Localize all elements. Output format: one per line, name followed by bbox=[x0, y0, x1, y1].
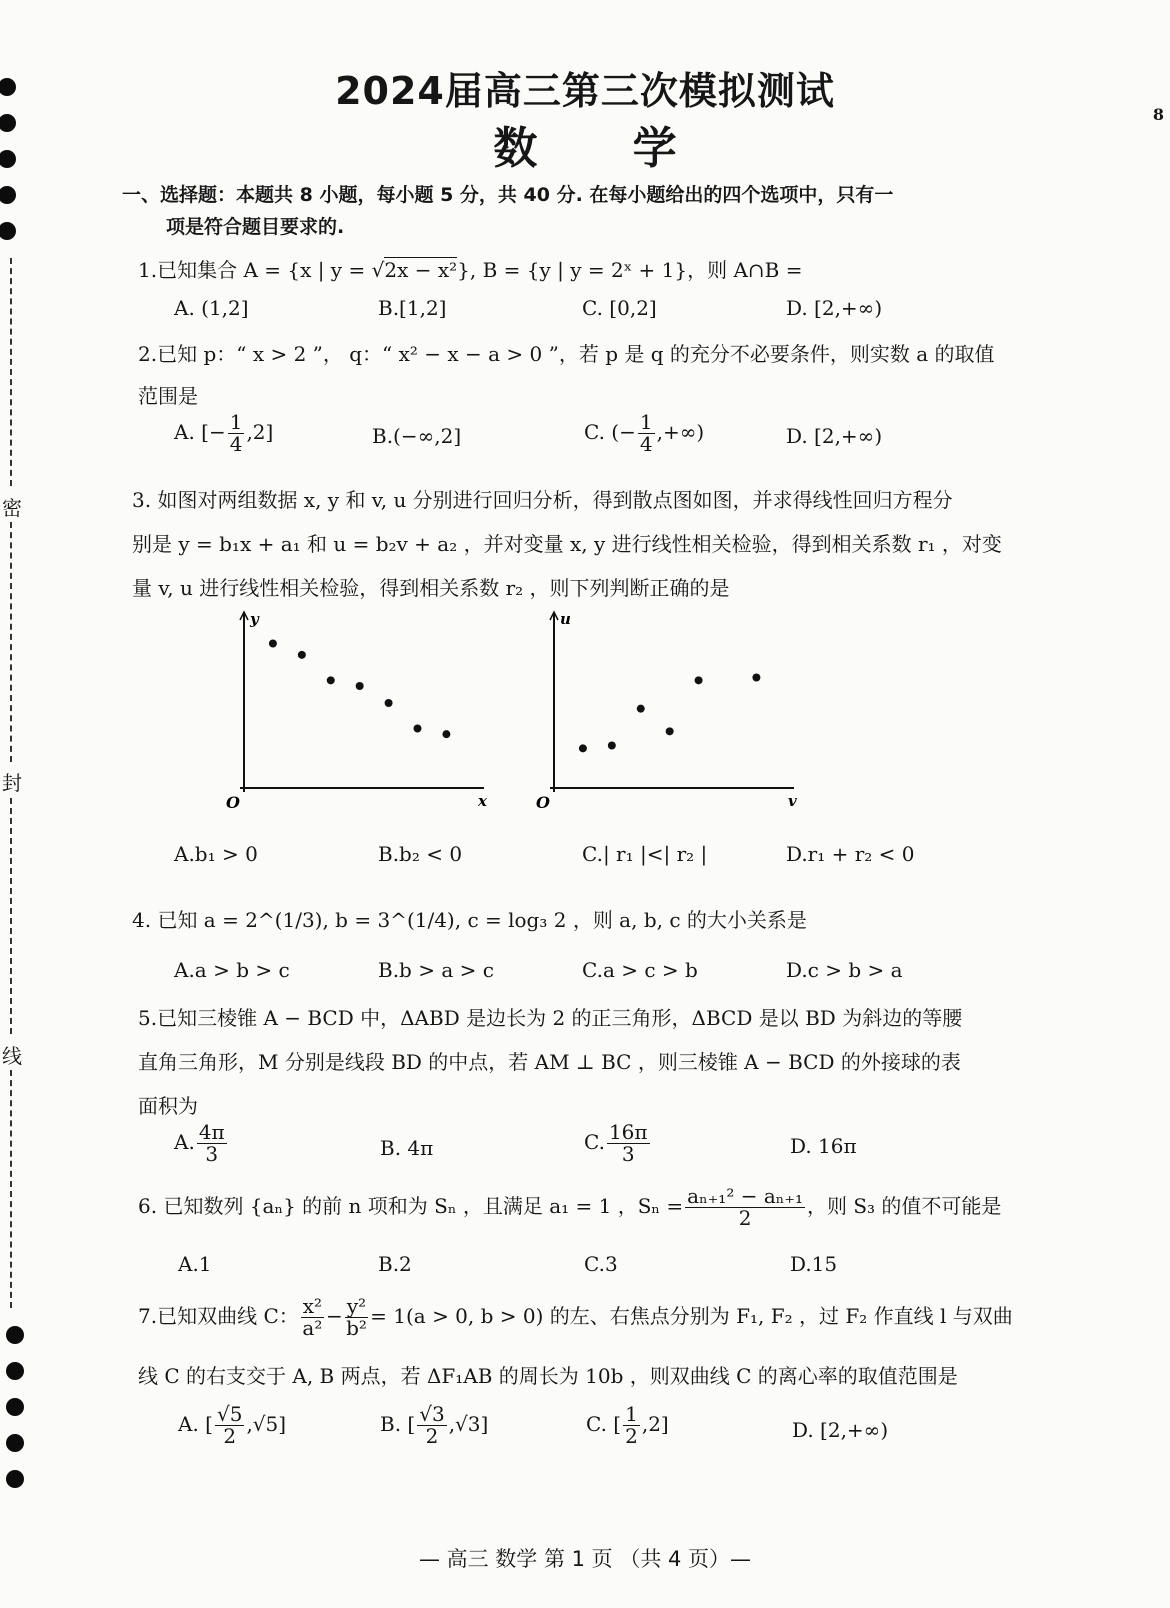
option-c: C.a > c > b bbox=[582, 958, 698, 982]
q7-stem-part: 7.已知双曲线 C： bbox=[138, 1304, 299, 1328]
option-d: D. [2,+∞) bbox=[786, 424, 883, 448]
frac-num: 1 bbox=[639, 410, 653, 434]
frac-den: 3 bbox=[205, 1142, 219, 1166]
data-point bbox=[579, 744, 587, 752]
option-c: C. [0,2] bbox=[582, 296, 657, 320]
binding-mark-feng: 封 bbox=[2, 771, 22, 795]
question-6-stem bbox=[138, 1186, 1128, 1229]
q1-radicand: 2x − x² bbox=[384, 258, 458, 282]
question-2-stem: 2.已知 p：“ x > 2 ”， q：“ x² − x − a > 0 ”，若 p 是 q 的充分不必要条件，则实数 a 的取值 bbox=[138, 342, 995, 366]
option-d: D. [2,+∞) bbox=[786, 296, 883, 320]
question-5-stem: 5.已知三棱锥 A − BCD 中，ΔABD 是边长为 2 的正三角形，ΔBCD 是以 BD 为斜边的等腰 bbox=[138, 1006, 963, 1030]
option-d: D. [2,+∞) bbox=[792, 1418, 889, 1442]
option-a bbox=[178, 1404, 286, 1447]
option-b: B.2 bbox=[378, 1252, 412, 1276]
binding-hole bbox=[6, 1362, 24, 1380]
frac-num: 16π bbox=[608, 1120, 648, 1144]
frac-num: √3 bbox=[419, 1402, 445, 1426]
binding-hole bbox=[6, 1398, 24, 1416]
option-a: A.1 bbox=[178, 1252, 212, 1276]
option-b bbox=[380, 1404, 488, 1447]
scatter-plot-xy bbox=[220, 610, 510, 830]
opt-text: ,+∞) bbox=[656, 420, 705, 444]
frac-den: 2 bbox=[738, 1206, 752, 1230]
question-2-stem-cont: 范围是 bbox=[138, 384, 198, 408]
data-point bbox=[385, 699, 393, 707]
option-c bbox=[584, 1122, 652, 1165]
q7-stem-part: = 1(a > 0, b > 0) 的左、右焦点分别为 F₁, F₂ ，过 F₂ 作直线 l 与双曲 bbox=[370, 1304, 1013, 1328]
q1-stem-part: 1.已知集合 A = {x | y = bbox=[138, 258, 372, 282]
frac-den: b² bbox=[346, 1316, 367, 1340]
data-point bbox=[356, 682, 364, 690]
question-3-stem-cont: 别是 y = b₁x + a₁ 和 u = b₂v + a₂ ，并对变量 x, y 进行线性相关检验，得到相关系数 r₁ ，对变 bbox=[132, 532, 1002, 556]
chart-xy-marks bbox=[226, 610, 488, 812]
frac-den: 2 bbox=[425, 1424, 439, 1448]
chart-vu-marks bbox=[536, 610, 797, 812]
opt-text: C. bbox=[584, 1130, 605, 1154]
cut-line bbox=[10, 258, 12, 486]
option-a: A.b₁ > 0 bbox=[174, 842, 258, 866]
opt-text: ,√5] bbox=[246, 1412, 287, 1436]
data-point bbox=[666, 727, 674, 735]
data-point bbox=[413, 725, 421, 733]
data-point bbox=[695, 676, 703, 684]
question-1-stem bbox=[138, 254, 1128, 283]
option-a: A.a > b > c bbox=[174, 958, 290, 982]
cut-line bbox=[10, 798, 12, 1034]
data-point bbox=[752, 674, 760, 682]
binding-mark-xian: 线 bbox=[2, 1044, 22, 1068]
frac-num: 1 bbox=[229, 410, 243, 434]
q1-stem-part: }, B = {y | y = 2ˣ + 1}，则 A∩B = bbox=[457, 258, 803, 282]
option-b: B.b > a > c bbox=[378, 958, 494, 982]
y-axis-label: u bbox=[560, 610, 571, 628]
frac-den: a² bbox=[302, 1316, 323, 1340]
scatter-plot-vu bbox=[530, 610, 820, 830]
binding-mark-mi: 密 bbox=[2, 496, 22, 520]
option-b: B. 4π bbox=[380, 1136, 434, 1160]
frac-den: 4 bbox=[229, 432, 243, 456]
origin-label: O bbox=[226, 793, 240, 812]
question-5-stem-cont: 面积为 bbox=[138, 1094, 198, 1118]
opt-text: A. bbox=[174, 1130, 195, 1154]
option-c bbox=[586, 1404, 669, 1447]
opt-text: A. [ bbox=[178, 1412, 213, 1436]
exam-title: 2024届高三第三次模拟测试 bbox=[335, 69, 835, 113]
data-point bbox=[327, 676, 335, 684]
opt-text: ,2] bbox=[641, 1412, 669, 1436]
frac-den: 2 bbox=[223, 1424, 237, 1448]
cut-line bbox=[10, 1070, 12, 1308]
binding-hole bbox=[6, 1470, 24, 1488]
option-a: A. (1,2] bbox=[174, 296, 249, 320]
data-point bbox=[298, 651, 306, 659]
frac-den: 3 bbox=[621, 1142, 635, 1166]
q6-stem-part: ，则 S₃ 的值不可能是 bbox=[806, 1194, 1002, 1218]
opt-text: ,√3] bbox=[448, 1412, 489, 1436]
y-axis-label: y bbox=[250, 610, 259, 628]
opt-text: A. [− bbox=[174, 420, 226, 444]
option-a bbox=[174, 1122, 229, 1165]
cut-line bbox=[10, 522, 12, 762]
opt-text: C. (− bbox=[584, 420, 636, 444]
question-3-stem-cont: 量 v, u 进行线性相关检验，得到相关系数 r₂ ，则下列判断正确的是 bbox=[132, 576, 730, 600]
page-mark: 8 bbox=[1152, 105, 1164, 124]
frac-den: 4 bbox=[639, 432, 653, 456]
option-b: B.[1,2] bbox=[378, 296, 447, 320]
page-footer: — 高三 数学 第 1 页 （共 4 页）— bbox=[418, 1547, 752, 1571]
binding-hole bbox=[6, 1434, 24, 1452]
option-d: D.15 bbox=[790, 1252, 838, 1276]
binding-hole bbox=[0, 186, 16, 204]
frac-num: 1 bbox=[625, 1402, 638, 1426]
frac-num: aₙ₊₁² − aₙ₊₁ bbox=[687, 1184, 803, 1208]
sqrt-sign: √ bbox=[371, 258, 385, 282]
minus-sign: − bbox=[326, 1304, 343, 1328]
x-axis-label: v bbox=[788, 792, 797, 810]
frac-num: 4π bbox=[198, 1120, 225, 1144]
question-5-stem-cont: 直角三角形，M 分别是线段 BD 的中点，若 AM ⊥ BC ，则三棱锥 A − BCD 的外接球的表 bbox=[138, 1050, 961, 1074]
data-point bbox=[269, 640, 277, 648]
x-axis-label: x bbox=[478, 792, 487, 810]
frac-num: √5 bbox=[216, 1402, 243, 1426]
option-d: D. 16π bbox=[790, 1134, 857, 1158]
question-3-stem: 3. 如图对两组数据 x, y 和 v, u 分别进行回归分析，得到散点图如图，并求得线性回归方程分 bbox=[132, 488, 953, 512]
option-c: C.| r₁ |<| r₂ | bbox=[582, 842, 708, 866]
binding-hole bbox=[6, 1326, 24, 1344]
q6-stem-part: 6. 已知数列 {aₙ} 的前 n 项和为 Sₙ ，且满足 a₁ = 1 ，Sₙ = bbox=[138, 1194, 684, 1218]
section-heading: 一、选择题：本题共 8 小题，每小题 5 分，共 40 分. 在每小题给出的四个选项中，只有一 bbox=[122, 184, 894, 206]
option-c bbox=[584, 412, 704, 455]
subject-title: 数 学 bbox=[493, 123, 717, 174]
option-a bbox=[174, 412, 273, 455]
question-7-stem-cont: 线 C 的右支交于 A, B 两点，若 ΔF₁AB 的周长为 10b ，则双曲线 C 的离心率的取值范围是 bbox=[138, 1364, 958, 1388]
frac-num: x² bbox=[302, 1294, 323, 1318]
option-c: C.3 bbox=[584, 1252, 618, 1276]
option-b: B.b₂ < 0 bbox=[378, 842, 463, 866]
frac-num: y² bbox=[346, 1294, 367, 1318]
option-d: D.r₁ + r₂ < 0 bbox=[786, 842, 915, 866]
opt-text: B. [ bbox=[380, 1412, 416, 1436]
opt-text: C. [ bbox=[586, 1412, 622, 1436]
data-point bbox=[637, 705, 645, 713]
option-d: D.c > b > a bbox=[786, 958, 903, 982]
opt-text: ,2] bbox=[246, 420, 274, 444]
section-heading-cont: 项是符合题目要求的. bbox=[166, 216, 345, 238]
binding-hole bbox=[0, 222, 16, 240]
question-4-stem: 4. 已知 a = 2^(1/3), b = 3^(1/4), c = log₃ 2 ，则 a, b, c 的大小关系是 bbox=[132, 908, 807, 932]
question-7-stem bbox=[138, 1296, 1128, 1339]
option-b: B.(−∞,2] bbox=[372, 424, 462, 448]
data-point bbox=[442, 730, 450, 738]
data-point bbox=[608, 742, 616, 750]
frac-den: 2 bbox=[625, 1424, 638, 1448]
origin-label: O bbox=[536, 793, 550, 812]
